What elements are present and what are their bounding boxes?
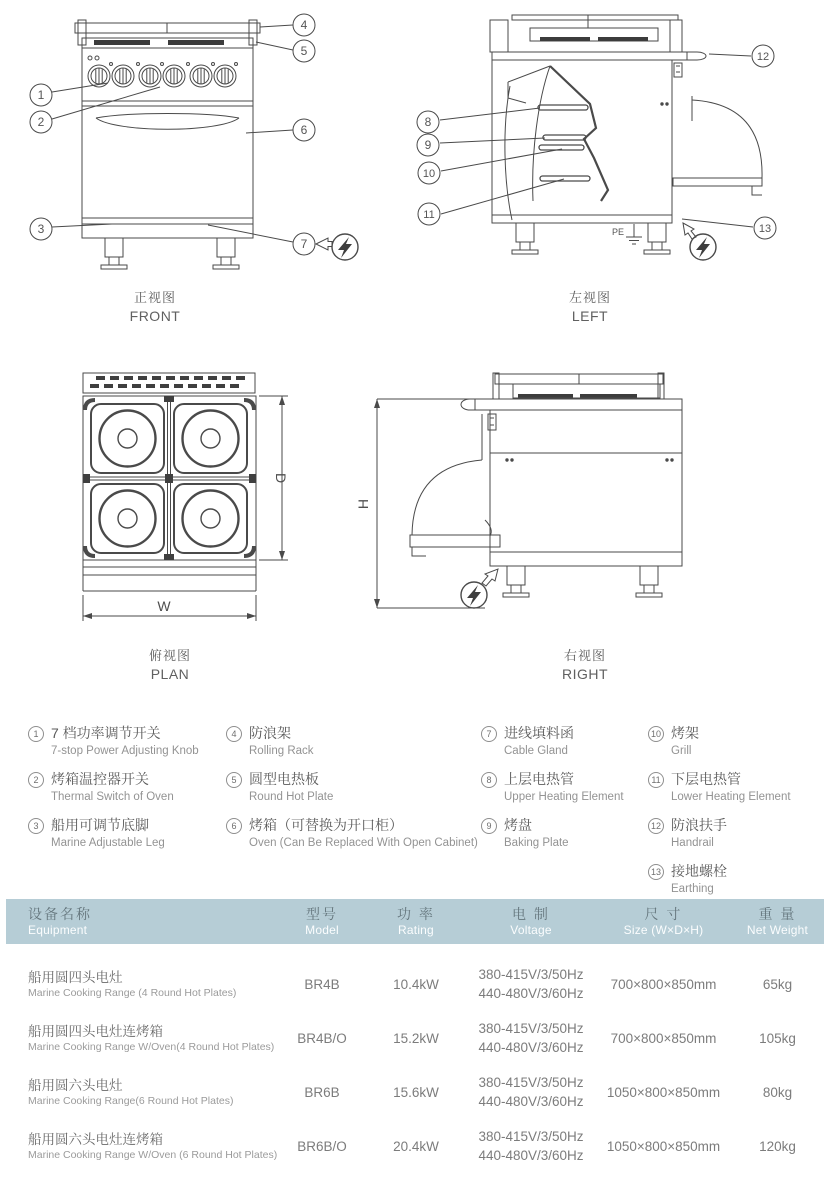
legend-number-badge: 1 bbox=[28, 726, 44, 742]
front-view-drawing bbox=[20, 8, 360, 273]
legend-item: 2 烤箱温控器开关 Thermal Switch of Oven bbox=[28, 770, 223, 805]
legend-item: 7 进线填料函 Cable Gland bbox=[481, 724, 645, 759]
callout-6 bbox=[293, 119, 315, 141]
rating-value: 10.4kW bbox=[393, 976, 439, 992]
left-callouts bbox=[417, 45, 776, 260]
svg-text:11: 11 bbox=[423, 209, 435, 221]
left-view-drawing bbox=[400, 8, 820, 273]
legend-number-badge: 12 bbox=[648, 818, 664, 834]
header-model: 型号 Model bbox=[305, 906, 339, 937]
svg-text:8: 8 bbox=[424, 115, 432, 129]
legend-item: 8 上层电热管 Upper Heating Element bbox=[481, 770, 645, 805]
spec-table-body bbox=[6, 957, 824, 1173]
model-value: BR4B bbox=[304, 976, 340, 992]
weight-value: 65kg bbox=[762, 976, 793, 992]
svg-text:D: D bbox=[273, 472, 289, 484]
model-value: BR6B/O bbox=[297, 1138, 347, 1154]
model-value: BR6B bbox=[304, 1084, 340, 1100]
legend-number-badge: 10 bbox=[648, 726, 664, 742]
rating-value: 15.2kW bbox=[393, 1030, 439, 1046]
svg-text:2: 2 bbox=[37, 115, 45, 129]
header-size: 尺 寸 Size (W×D×H) bbox=[623, 906, 704, 937]
header-weight: 重 量 Net Weight bbox=[746, 906, 809, 937]
svg-text:5: 5 bbox=[300, 44, 308, 58]
arrow-icon bbox=[482, 569, 498, 586]
legend-item: 11 下层电热管 Lower Heating Element bbox=[648, 770, 826, 805]
legend-number-badge: 2 bbox=[28, 772, 44, 788]
size-value: 700×800×850mm bbox=[610, 976, 717, 992]
legend-column-3 bbox=[481, 724, 645, 862]
legend-column-1 bbox=[28, 724, 223, 862]
svg-text:H: H bbox=[355, 498, 371, 510]
callout-1 bbox=[30, 84, 52, 106]
plan-view-label: 俯视图 PLAN bbox=[148, 648, 191, 682]
legend-item: 3 船用可调节底脚 Marine Adjustable Leg bbox=[28, 816, 223, 851]
header-voltage: 电 制 Voltage bbox=[510, 906, 552, 937]
svg-text:6: 6 bbox=[300, 123, 308, 137]
front-callouts bbox=[30, 14, 358, 260]
right-view-drawing bbox=[355, 368, 815, 628]
legend-item: 6 烤箱（可替换为开口柜） Oven (Can Be Replaced With Open Cabinet) bbox=[226, 816, 478, 851]
legend-number-badge: 6 bbox=[226, 818, 242, 834]
svg-text:7: 7 bbox=[300, 237, 308, 251]
spec-table bbox=[6, 899, 824, 1173]
callout-8 bbox=[417, 111, 439, 133]
spec-table-header bbox=[6, 899, 824, 944]
electric-supply-icon bbox=[332, 234, 358, 260]
callout-10 bbox=[418, 162, 440, 184]
legend-number-badge: 3 bbox=[28, 818, 44, 834]
arrow-icon bbox=[316, 238, 332, 250]
legend-number-badge: 9 bbox=[481, 818, 497, 834]
legend-item: 1 7 档功率调节开关 7-stop Power Adjusting Knob bbox=[28, 724, 223, 759]
electric-supply-icon bbox=[690, 234, 716, 260]
callout-3 bbox=[30, 218, 52, 240]
weight-value: 105kg bbox=[759, 1030, 796, 1046]
callout-9 bbox=[417, 134, 439, 156]
legend-item: 9 烤盘 Baking Plate bbox=[481, 816, 645, 851]
plan-view-drawing bbox=[60, 363, 360, 628]
callout-12 bbox=[752, 45, 774, 67]
svg-text:1: 1 bbox=[37, 88, 45, 102]
right-view-label: 右视图 RIGHT bbox=[561, 648, 609, 682]
front-view-label: 正视图 FRONT bbox=[129, 290, 181, 324]
weight-value: 120kg bbox=[759, 1138, 796, 1154]
electric-supply-icon bbox=[461, 582, 487, 608]
legend-item: 4 防浪架 Rolling Rack bbox=[226, 724, 478, 759]
rating-value: 20.4kW bbox=[393, 1138, 439, 1154]
legend-number-badge: 5 bbox=[226, 772, 242, 788]
earthing-symbol bbox=[612, 224, 642, 244]
header-equipment: 设备名称 Equipment bbox=[28, 906, 92, 937]
table-row: 船用圆六头电灶 Marine Cooking Range(6 Round Hot Plates) BR6B 15.6kW 380-415V/3/50Hz 440-480V/3/60Hz 1050×800×850mm 80kg bbox=[6, 1065, 824, 1119]
callout-7 bbox=[293, 233, 315, 255]
legend-number-badge: 8 bbox=[481, 772, 497, 788]
table-row: 船用圆四头电灶 Marine Cooking Range (4 Round Hot Plates) BR4B 10.4kW 380-415V/3/50Hz 440-480V/3/60Hz 700×800×850mm 65kg bbox=[6, 957, 824, 1011]
dimension-w bbox=[83, 595, 256, 621]
voltage-value: 380-415V/3/50Hz 440-480V/3/60Hz bbox=[478, 1129, 584, 1163]
callout-5 bbox=[293, 40, 315, 62]
size-value: 1050×800×850mm bbox=[606, 1138, 721, 1154]
legend-number-badge: 11 bbox=[648, 772, 664, 788]
table-row: 船用圆六头电灶连烤箱 Marine Cooking Range W/Oven (6 Round Hot Plates) BR6B/O 20.4kW 380-415V/3/50Hz 440-480V/3/60Hz 1050×800×850mm 120kg bbox=[6, 1119, 824, 1173]
arrow-icon bbox=[683, 223, 696, 239]
callout-11 bbox=[418, 203, 440, 225]
table-row: 船用圆四头电灶连烤箱 Marine Cooking Range W/Oven(4 Round Hot Plates) BR4B/O 15.2kW 380-415V/3/50Hz 440-480V/3/60Hz 700×800×850mm 105kg bbox=[6, 1011, 824, 1065]
size-value: 700×800×850mm bbox=[610, 1030, 717, 1046]
legend-column-4 bbox=[648, 724, 826, 908]
callout-2 bbox=[30, 111, 52, 133]
legend-column-2 bbox=[226, 724, 478, 862]
voltage-value: 380-415V/3/50Hz 440-480V/3/60Hz bbox=[478, 1021, 584, 1055]
legend-item: 10 烤架 Grill bbox=[648, 724, 826, 759]
legend-item: 5 圆型电热板 Round Hot Plate bbox=[226, 770, 478, 805]
svg-text:4: 4 bbox=[300, 18, 308, 32]
svg-text:12: 12 bbox=[756, 51, 770, 63]
legend-number-badge: 7 bbox=[481, 726, 497, 742]
svg-text:9: 9 bbox=[424, 138, 432, 152]
legend-number-badge: 4 bbox=[226, 726, 242, 742]
svg-text:W: W bbox=[157, 598, 171, 614]
size-value: 1050×800×850mm bbox=[606, 1084, 721, 1100]
voltage-value: 380-415V/3/50Hz 440-480V/3/60Hz bbox=[478, 1075, 584, 1109]
rating-value: 15.6kW bbox=[393, 1084, 439, 1100]
svg-text:10: 10 bbox=[422, 168, 436, 180]
weight-value: 80kg bbox=[762, 1084, 793, 1100]
svg-text:3: 3 bbox=[37, 222, 45, 236]
svg-text:PE: PE bbox=[611, 227, 625, 237]
header-rating: 功 率 Rating bbox=[397, 906, 435, 937]
legend-number-badge: 13 bbox=[648, 864, 664, 880]
callout-4 bbox=[293, 14, 315, 36]
svg-text:13: 13 bbox=[758, 223, 772, 235]
model-value: BR4B/O bbox=[297, 1030, 347, 1046]
dimension-h bbox=[355, 399, 485, 608]
voltage-value: 380-415V/3/50Hz 440-480V/3/60Hz bbox=[478, 967, 584, 1001]
callout-13 bbox=[754, 217, 776, 239]
left-view-label: 左视图 LEFT bbox=[568, 290, 611, 324]
legend-item: 12 防浪扶手 Handrail bbox=[648, 816, 826, 851]
dimension-d bbox=[259, 396, 289, 560]
legend-item: 13 接地螺栓 Earthing bbox=[648, 862, 826, 897]
